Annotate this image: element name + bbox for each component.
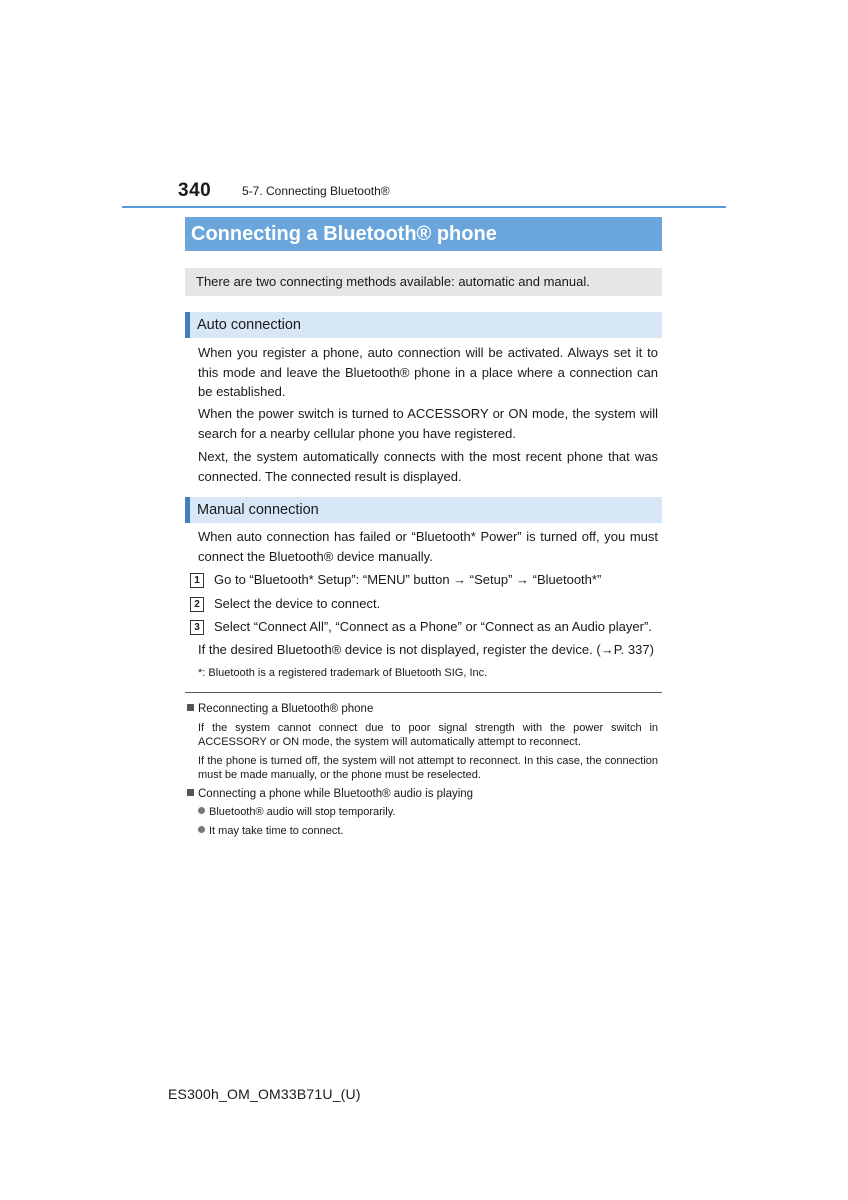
notes-divider [185, 692, 662, 693]
auto-connection-heading: Auto connection [185, 312, 662, 338]
square-bullet-icon [187, 704, 194, 711]
intro-box: There are two connecting methods available: automatic and manual. [185, 268, 662, 296]
reconnect-note-paragraph-2: If the phone is turned off, the system will not attempt to reconnect. In this case, the connection must be made manually, or the phone must be reselected. [198, 755, 658, 781]
manual-paragraph-1: When auto connection has failed or “Bluetooth* Power” is turned off, you must connect the Bluetooth® device manually. [198, 529, 658, 564]
step-2-text: Select the device to connect. [214, 596, 381, 611]
auto-paragraph-1: When you register a phone, auto connection will be activated. Always set it to this mode and leave the Bluetooth® phone in a place where a connection can be established. [198, 345, 658, 399]
reconnect-note-paragraph-1: If the system cannot connect due to poor signal strength with the power switch in ACCESSORY or ON mode, the system will automatically attempt to reconnect. [198, 722, 658, 748]
step-2-number: 2 [190, 597, 204, 612]
step-3 [190, 617, 662, 636]
auto-paragraph-3: Next, the system automatically connects with the most recent phone that was connected. The connected result is displayed. [198, 449, 658, 484]
footer-code: ES300h_OM_OM33B71U_(U) [168, 1086, 361, 1102]
square-bullet-icon [187, 789, 194, 796]
round-bullet-icon [198, 807, 205, 814]
header-rule [122, 206, 726, 208]
step-3-number: 3 [190, 620, 204, 635]
manual-connection-heading: Manual connection [185, 497, 662, 523]
step-1-text: Go to “Bluetooth* Setup”: “MENU” button → “Setup” → “Bluetooth*” [214, 572, 602, 587]
auto-paragraph-2: When the power switch is turned to ACCESSORY or ON mode, the system will search for a nearby cellular phone you have registered. [198, 406, 658, 441]
step-3-text: Select “Connect All”, “Connect as a Phone” or “Connect as an Audio player”. [214, 619, 652, 634]
step-1-number: 1 [190, 573, 204, 588]
step-1 [190, 570, 662, 589]
audio-bullet-2: It may take time to connect. [198, 824, 344, 838]
page-title: Connecting a Bluetooth® phone [185, 217, 662, 251]
audio-bullet-1: Bluetooth® audio will stop temporarily. [198, 805, 395, 819]
round-bullet-icon [198, 826, 205, 833]
trademark-footnote: *: Bluetooth is a registered trademark of Bluetooth SIG, Inc. [198, 667, 488, 679]
manual-paragraph-2: If the desired Bluetooth® device is not displayed, register the device. (→P. 337) [198, 642, 654, 657]
step-2 [190, 594, 662, 613]
reconnect-note-heading: Reconnecting a Bluetooth® phone [187, 702, 373, 717]
audio-note-heading: Connecting a phone while Bluetooth® audio is playing [187, 787, 473, 802]
section-header: 5-7. Connecting Bluetooth® [242, 184, 390, 198]
page-number: 340 [178, 180, 212, 201]
